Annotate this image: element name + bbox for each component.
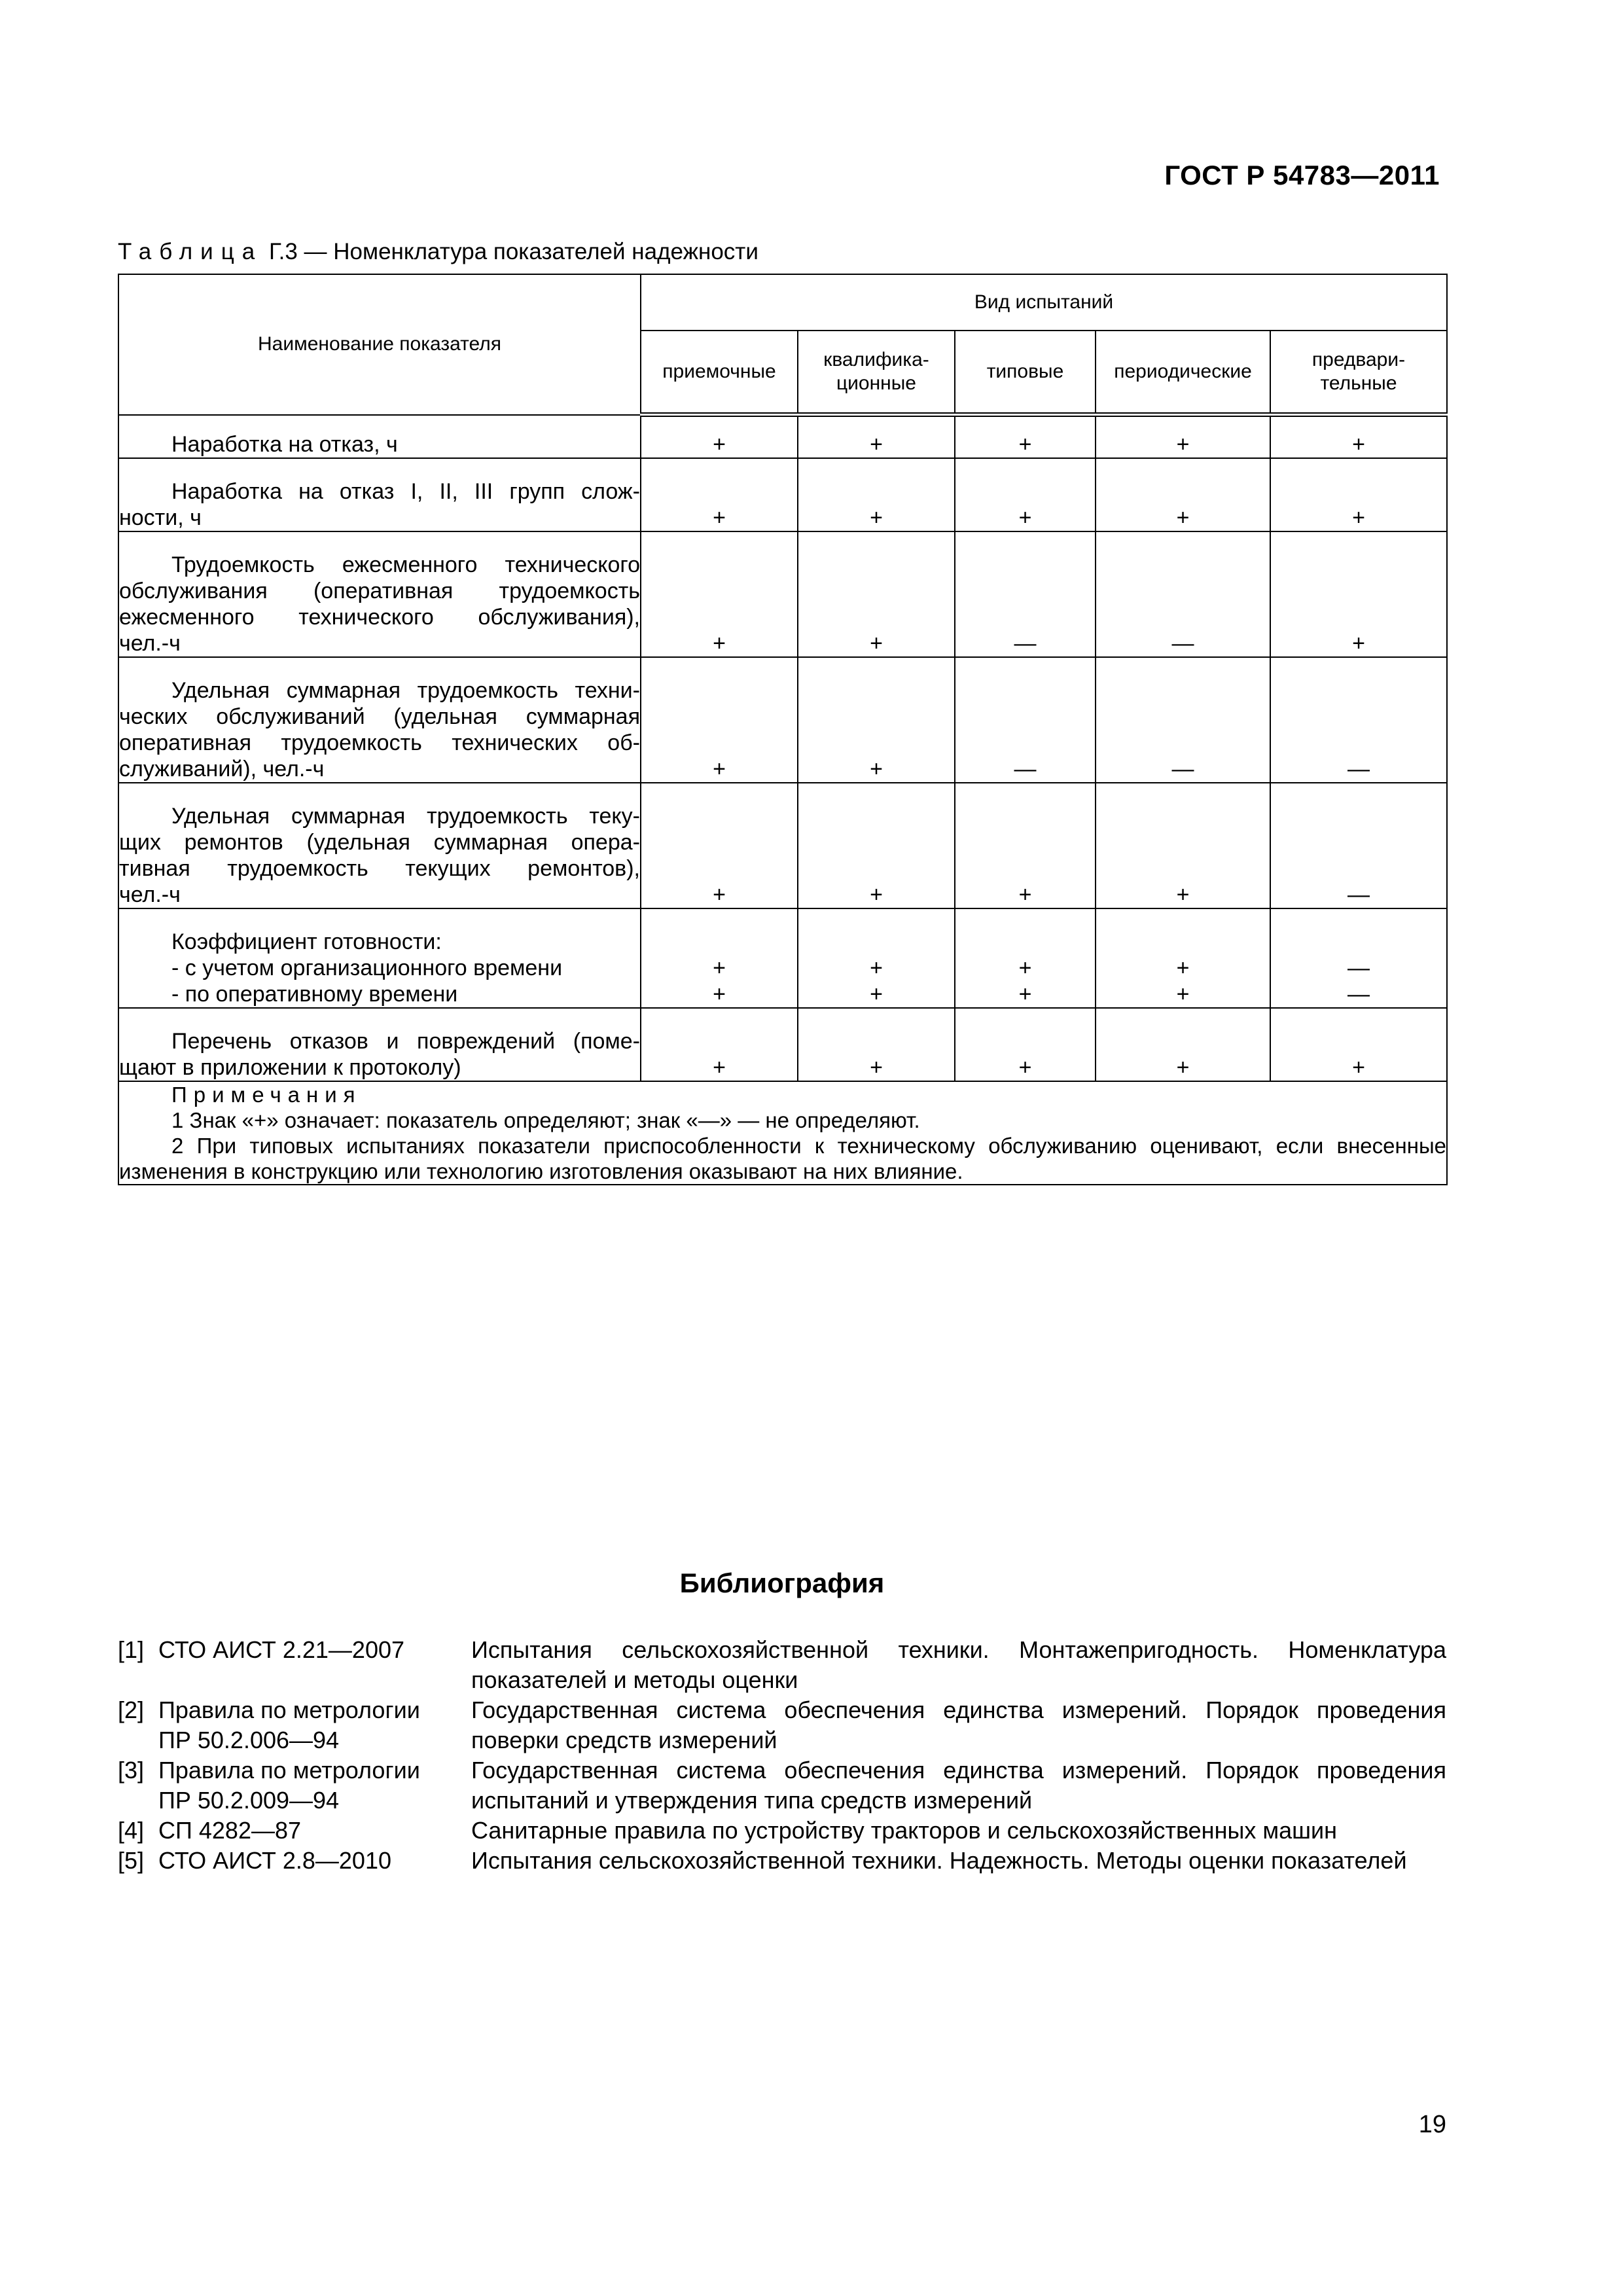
mark-value: — [1171,757,1194,781]
mark-cell [1096,531,1270,657]
indicator-name-cell [118,531,641,657]
indicator-name-cell [118,1008,641,1081]
bibliography-reference [118,1846,471,1876]
mark-cell [798,783,955,908]
mark-value: + [1176,982,1190,1007]
mark-cell [1270,657,1447,783]
header-test-types: Вид испытаний [641,274,1447,331]
indicator-name-line: Наработка на отказ I, II, III групп слож- [171,479,640,504]
mark-value: + [1018,882,1032,907]
mark-value: + [713,631,726,656]
mark-value: + [870,882,883,907]
mark-value: + [1176,505,1190,530]
mark-value: + [713,956,726,980]
mark-cell [1270,1008,1447,1081]
mark-cell [1270,531,1447,657]
notes-title: Примечания [171,1083,362,1107]
bibliography-source: Правила по метрологии [158,1696,420,1723]
mark-cell [1096,415,1270,459]
mark-cell [955,783,1096,908]
indicator-name-cell [118,783,641,908]
bibliography-item [118,1635,1446,1695]
indicator-name-line: ности, ч [119,505,202,530]
mark-cell [1096,908,1270,1008]
table-row [118,458,1447,531]
mark-value: + [1018,1055,1032,1080]
mark-cell [641,531,798,657]
indicator-name-cell [118,415,641,459]
mark-value: + [870,956,883,980]
indicator-name-cell [118,657,641,783]
mark-cell [798,657,955,783]
indicator-name-line: ежесменного технического обслуживания), [119,605,640,630]
mark-value: + [1176,1055,1190,1080]
column-header-line: предвари- [1311,349,1406,370]
mark-value: + [1176,882,1190,907]
mark-value: + [1018,505,1032,530]
bibliography-number: [1] [118,1636,145,1663]
mark-value: + [870,505,883,530]
mark-cell [1096,458,1270,531]
column-header-line: типовые [986,361,1064,382]
mark-value: + [870,631,883,656]
mark-cell [641,657,798,783]
bibliography-item [118,1695,1446,1755]
mark-cell [641,783,798,908]
table-row [118,657,1447,783]
table-caption-word: Таблица [118,239,263,264]
header-indicator-name: Наименование показателя [118,274,641,415]
mark-value: — [1014,631,1037,656]
mark-value: — [1347,982,1370,1007]
column-header [1270,331,1447,415]
document-code: ГОСТ Р 54783—2011 [1164,160,1440,190]
mark-value: + [1176,432,1190,457]
reliability-indicators-table [118,274,1448,1185]
mark-value: + [1352,432,1365,457]
mark-cell [798,458,955,531]
mark-value: + [1176,956,1190,980]
indicator-name-line: Коэффициент готовности: [171,929,442,954]
mark-cell [1096,1008,1270,1081]
indicator-name-line: - по оперативному времени [171,982,458,1007]
mark-cell [955,458,1096,531]
bibliography-source: СТО АИСТ 2.8—2010 [158,1847,391,1874]
bibliography-number: [4] [118,1817,145,1844]
indicator-name-line: чел.-ч [119,882,181,907]
mark-value: + [1352,631,1365,656]
mark-cell [798,1008,955,1081]
bibliography-reference [118,1635,471,1695]
bibliography-list [118,1635,1446,1876]
table-row [118,415,1447,459]
table-caption-text: Г.3 — Номенклатура показателей надежности [262,239,758,264]
mark-cell [955,908,1096,1008]
mark-cell [641,908,798,1008]
indicator-name-line: оперативная трудоемкость технических об- [119,730,640,755]
bibliography-reference [118,1816,471,1846]
bibliography-title: Библиография [679,1568,885,1598]
mark-cell [1270,783,1447,908]
mark-cell [955,657,1096,783]
bibliography-number: [5] [118,1847,145,1874]
column-header [1096,331,1270,415]
mark-value: — [1347,956,1370,980]
indicator-name-line: тивная трудоемкость текущих ремонтов), [119,856,640,881]
indicator-name-cell [118,458,641,531]
mark-cell [798,415,955,459]
indicator-name-line: Трудоемкость ежесменного технического [171,552,640,577]
mark-cell [641,1008,798,1081]
bibliography-source: СТО АИСТ 2.21—2007 [158,1636,405,1663]
bibliography-item [118,1755,1446,1816]
mark-cell [1270,458,1447,531]
indicator-name-cell [118,908,641,1008]
bibliography-number: [3] [118,1757,145,1784]
indicator-name-line: Удельная суммарная трудоемкость техни- [171,678,640,703]
mark-cell [955,531,1096,657]
mark-value: + [870,982,883,1007]
page-number: 19 [1418,2111,1446,2138]
column-header-line: квалифика- [823,349,929,370]
column-header [641,331,798,415]
column-header-line: ционные [836,372,916,394]
bibliography-description: Государственная система обеспечения единства измерений. Порядок проведения поверки средств измерений [471,1696,1446,1753]
bibliography-source: СП 4282—87 [158,1817,302,1844]
column-header [955,331,1096,415]
mark-cell [798,531,955,657]
column-header-line: приемочные [662,361,776,382]
mark-value: — [1171,631,1194,656]
indicator-name-line: чел.-ч [119,631,181,656]
mark-cell [641,458,798,531]
mark-value: + [713,882,726,907]
table-row [118,531,1447,657]
table-row [118,783,1447,908]
indicator-name-line: Удельная суммарная трудоемкость теку- [171,804,640,829]
mark-cell [1270,415,1447,459]
mark-cell [1096,657,1270,783]
column-header-line: периодические [1114,361,1252,382]
mark-value: + [1352,1055,1365,1080]
indicator-name-line: щают в приложении к протоколу) [119,1055,461,1080]
mark-value: — [1347,757,1370,781]
bibliography-item [118,1846,1446,1876]
bibliography-source-code: ПР 50.2.006—94 [158,1727,340,1753]
table-caption [118,239,758,265]
bibliography-description: Испытания сельскохозяйственной техники. Монтажепригодность. Номенклатура показателей и методы оценки [471,1636,1446,1693]
mark-value: + [870,432,883,457]
mark-cell [1096,783,1270,908]
mark-value: + [1018,432,1032,457]
mark-value: + [870,1055,883,1080]
mark-value: + [870,757,883,781]
indicator-name-line: Наработка на отказ, ч [171,432,398,457]
bibliography-reference [118,1695,471,1755]
bibliography-description: Государственная система обеспечения единства измерений. Порядок проведения испытаний и утверждения типа средств измерений [471,1757,1446,1814]
bibliography-source: Правила по метрологии [158,1757,420,1784]
note-1: 1 Знак «+» означает: показатель определяют; знак «—» — не определяют. [171,1108,920,1132]
mark-cell [955,1008,1096,1081]
bibliography-source-code: ПР 50.2.009—94 [158,1787,340,1814]
bibliography-number: [2] [118,1696,145,1723]
mark-cell [955,415,1096,459]
indicator-name-line: служиваний), чел.-ч [119,757,325,781]
bibliography-item [118,1816,1446,1846]
mark-value: — [1014,757,1037,781]
mark-value: + [713,432,726,457]
mark-value: — [1347,882,1370,907]
bibliography-reference [118,1755,471,1816]
mark-value: + [1352,505,1365,530]
mark-value: + [713,757,726,781]
mark-cell [1270,908,1447,1008]
indicator-name-line: - с учетом организационного времени [171,956,563,980]
bibliography-description: Санитарные правила по устройству тракторов и сельскохозяйственных машин [471,1817,1337,1844]
table-row [118,1008,1447,1081]
column-header [798,331,955,415]
table-notes [118,1081,1447,1185]
note-2: 2 При типовых испытаниях показатели приспособленности к техническому обслуживанию оценивают, если внесенные изменения в конструкцию или технологию изготовления оказывают на них влияние. [119,1134,1447,1183]
bibliography-description: Испытания сельскохозяйственной техники. Надежность. Методы оценки показателей [471,1847,1407,1874]
mark-cell [641,415,798,459]
mark-value: + [1018,982,1032,1007]
indicator-name-line: щих ремонтов (удельная суммарная опера- [119,830,640,855]
indicator-name-line: обслуживания (оперативная трудоемкость [119,579,640,603]
mark-value: + [1018,956,1032,980]
mark-value: + [713,505,726,530]
indicator-name-line: ческих обслуживаний (удельная суммарная [119,704,640,729]
table-row [118,908,1447,1008]
mark-cell [798,908,955,1008]
column-header-line: тельные [1320,372,1397,394]
indicator-name-line: Перечень отказов и повреждений (поме- [171,1029,640,1054]
mark-value: + [713,1055,726,1080]
mark-value: + [713,982,726,1007]
